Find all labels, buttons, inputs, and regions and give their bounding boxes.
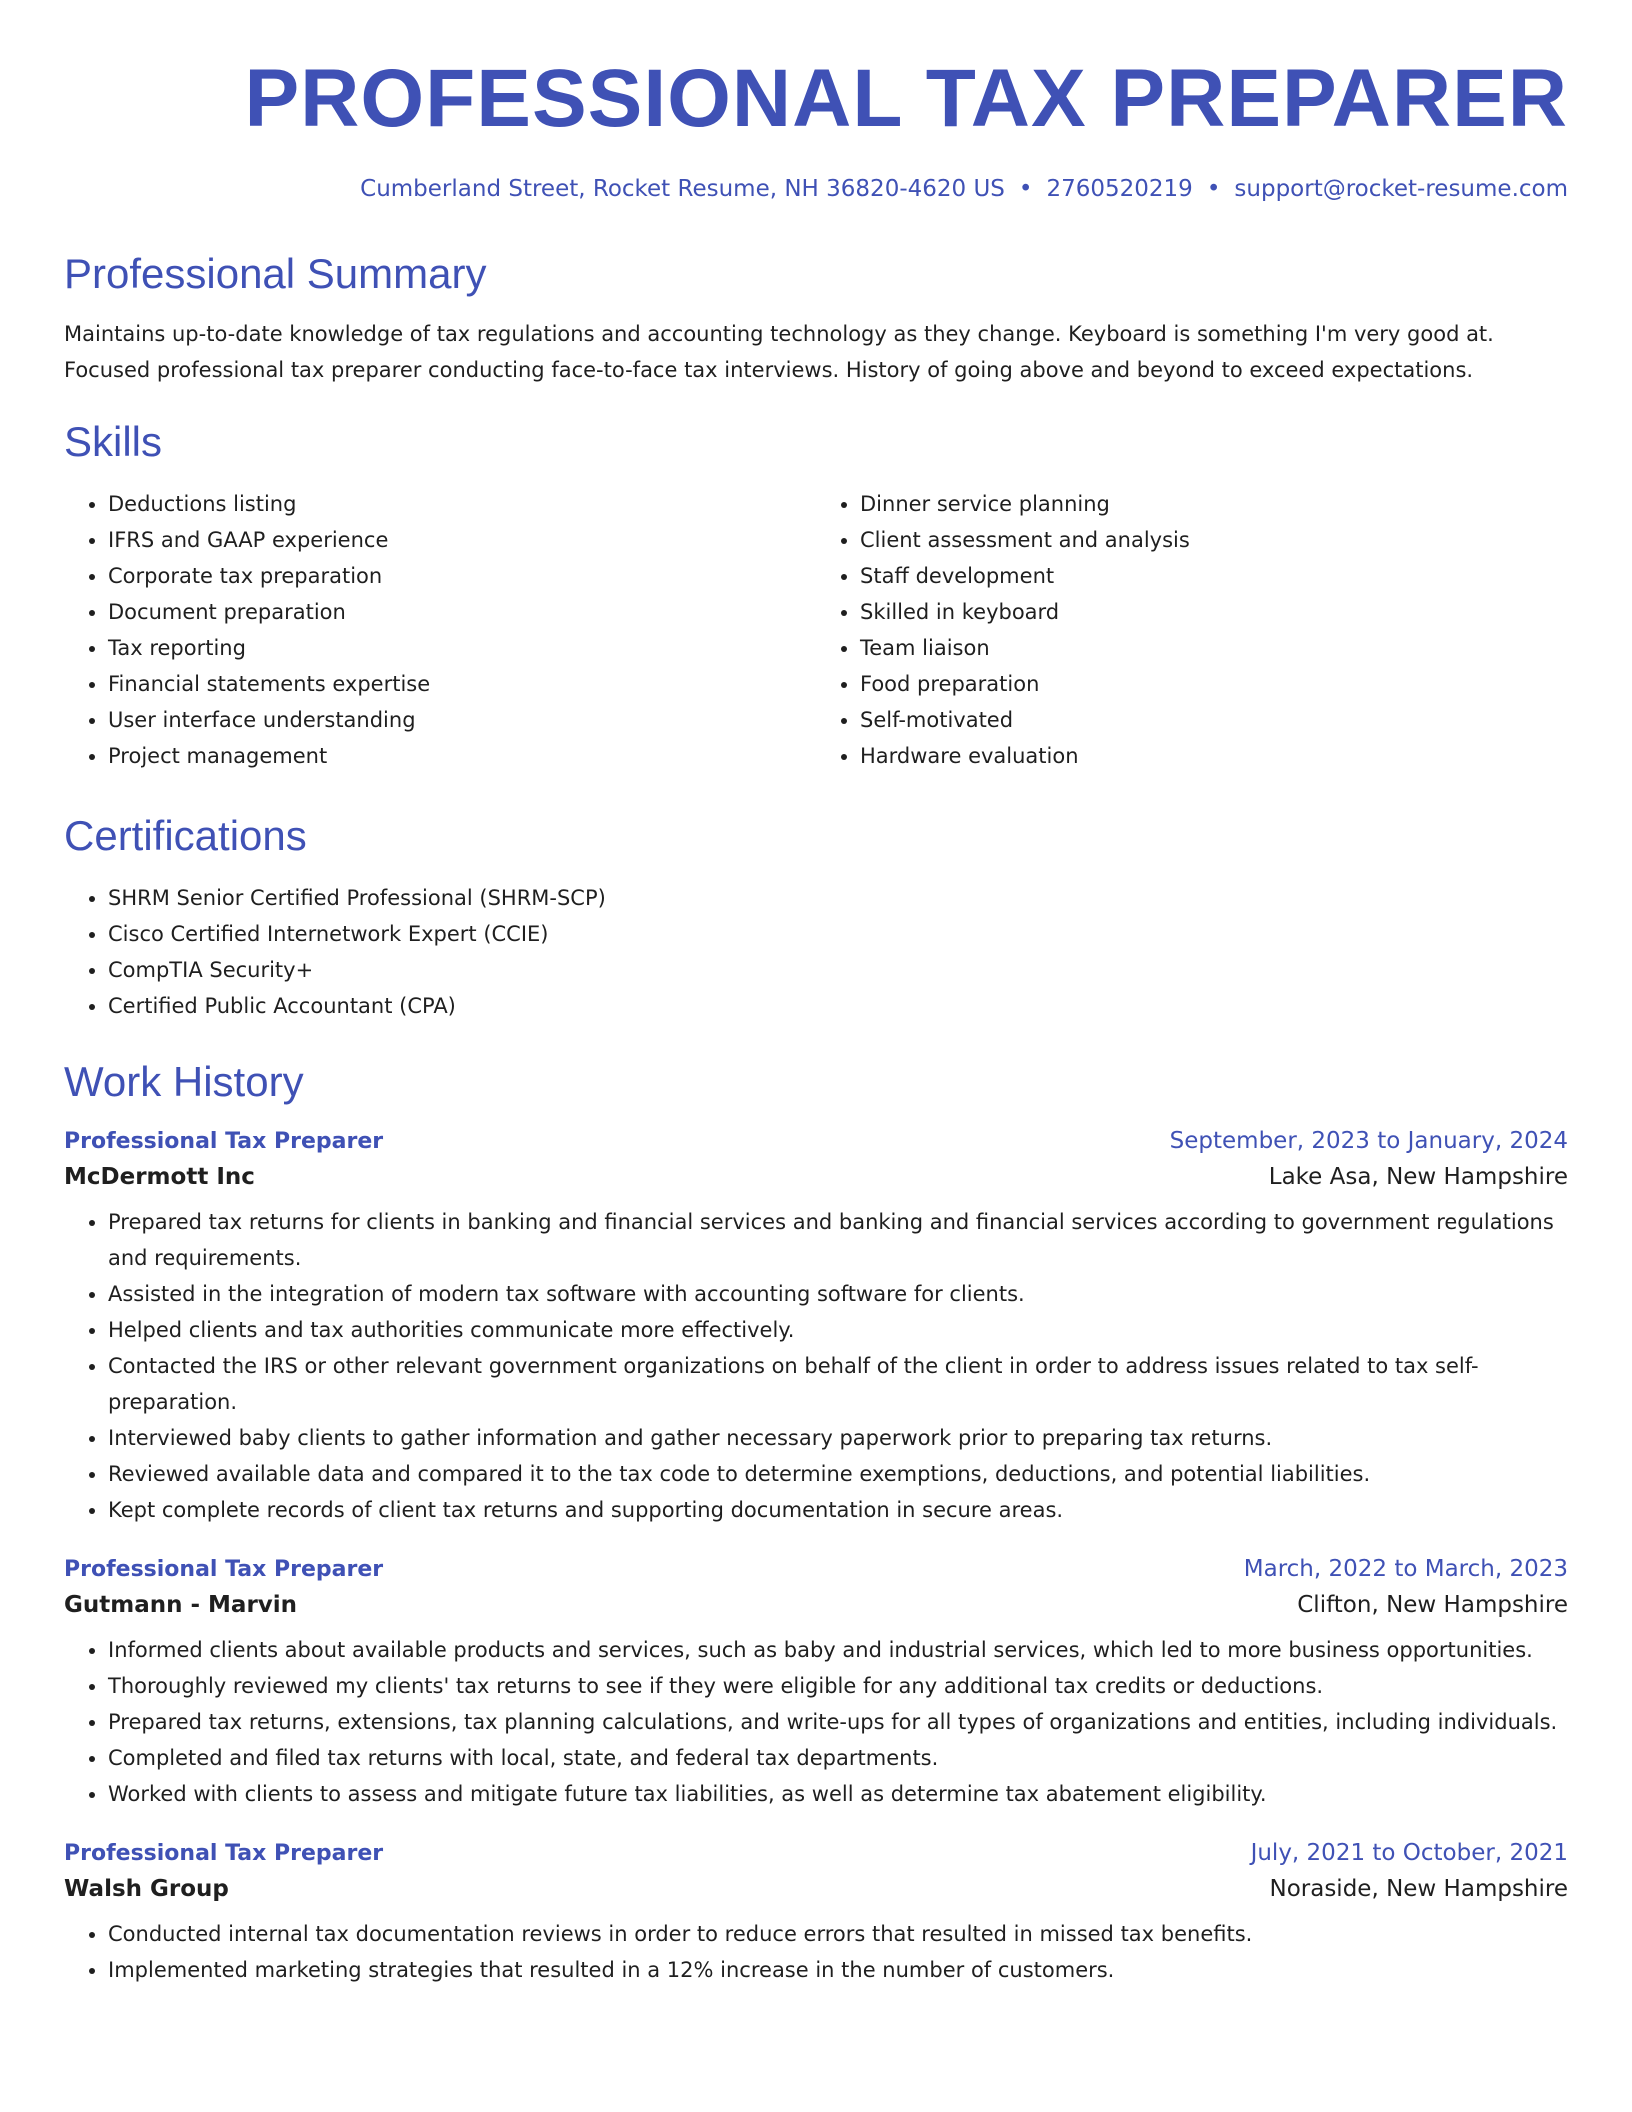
summary-text: Maintains up-to-date knowledge of tax regulations and accounting technology as they change. Keyboard is something I'm very good at. Focused professional tax preparer conducting face-to-face tax interviews. History of going above and beyond to exceed expectations. [64, 322, 1494, 382]
job-bullet: • Thoroughly reviewed my clients' tax returns to see if they were eligible for any additional tax credits or deductions. [108, 1668, 1568, 1704]
job-bullet: • Completed and filed tax returns with local, state, and federal tax departments. [108, 1740, 1568, 1776]
contact-line [64, 176, 1568, 202]
job-bullet: • Interviewed baby clients to gather information and gather necessary paperwork prior to preparing tax returns. [108, 1420, 1568, 1456]
job-location: Lake Asa, New Hampshire [1268, 1164, 1568, 1190]
job-bullet: • Informed clients about available products and services, such as baby and industrial services, which led to more business opportunities. [108, 1632, 1568, 1668]
skill-item: • Self-motivated [860, 702, 1568, 738]
contact-separator: • [1206, 176, 1221, 202]
job-dates: September, 2023 to January, 2024 [1169, 1128, 1568, 1154]
job-bullet: • Assisted in the integration of modern tax software with accounting software for clients. [108, 1276, 1568, 1312]
job-company: McDermott Inc [64, 1164, 255, 1190]
skill-item: • Hardware evaluation [860, 738, 1568, 774]
job-entry [64, 1556, 1568, 1812]
job-company: Gutmann - Marvin [64, 1592, 298, 1618]
skill-item: • Client assessment and analysis [860, 522, 1568, 558]
job-title: Professional Tax Preparer [64, 1129, 384, 1154]
contact-separator: • [1018, 176, 1033, 202]
job-location: Clifton, New Hampshire [1297, 1592, 1568, 1618]
skill-item: • Financial statements expertise [108, 666, 816, 702]
skill-item: • Project management [108, 738, 816, 774]
skills-list-left [64, 486, 816, 774]
skills-columns [64, 486, 1568, 774]
skill-item: • Skilled in keyboard [860, 594, 1568, 630]
skill-item: • Dinner service planning [860, 486, 1568, 522]
skill-item: • Tax reporting [108, 630, 816, 666]
skill-item: • Team liaison [860, 630, 1568, 666]
job-dates: July, 2021 to October, 2021 [1250, 1840, 1568, 1866]
job-bullet: • Prepared tax returns for clients in banking and financial services and banking and financial services according to government regulations and requirements. [108, 1204, 1568, 1276]
job-bullet: • Implemented marketing strategies that resulted in a 12% increase in the number of customers. [108, 1952, 1568, 1988]
certifications-heading: Certifications [64, 812, 307, 859]
work-history-heading: Work History [64, 1058, 304, 1105]
job-company: Walsh Group [64, 1876, 229, 1902]
job-bullet: • Helped clients and tax authorities communicate more effectively. [108, 1312, 1568, 1348]
job-bullets [64, 1632, 1568, 1812]
certification-item: • Cisco Certified Internetwork Expert (CCIE) [108, 916, 1568, 952]
summary-heading: Professional Summary [64, 250, 487, 297]
job-bullets [64, 1204, 1568, 1528]
job-bullet: • Reviewed available data and compared it to the tax code to determine exemptions, deductions, and potential liabilities. [108, 1456, 1568, 1492]
skill-item: • IFRS and GAAP experience [108, 522, 816, 558]
skill-item: • Document preparation [108, 594, 816, 630]
job-bullet: • Worked with clients to assess and mitigate future tax liabilities, as well as determine tax abatement eligibility. [108, 1776, 1568, 1812]
certifications-list [64, 880, 1568, 1024]
certification-item: • Certified Public Accountant (CPA) [108, 988, 1568, 1024]
skill-item: • Deductions listing [108, 486, 816, 522]
resume-name-heading: PROFESSIONAL TAX PREPARER [244, 53, 1568, 144]
job-title: Professional Tax Preparer [64, 1841, 384, 1866]
skill-item: • Food preparation [860, 666, 1568, 702]
certification-item: • SHRM Senior Certified Professional (SHRM-SCP) [108, 880, 1568, 916]
job-entry [64, 1128, 1568, 1528]
job-dates: March, 2022 to March, 2023 [1243, 1556, 1568, 1582]
skills-list-right [816, 486, 1568, 774]
contact-address: Cumberland Street, Rocket Resume, NH 36820-4620 US [360, 176, 1005, 202]
contact-phone: 2760520219 [1046, 176, 1193, 202]
skill-item: • User interface understanding [108, 702, 816, 738]
job-entry [64, 1840, 1568, 1988]
skill-item: • Corporate tax preparation [108, 558, 816, 594]
skills-heading: Skills [64, 418, 163, 465]
job-bullet: • Prepared tax returns, extensions, tax planning calculations, and write-ups for all types of organizations and entities, including individuals. [108, 1704, 1568, 1740]
job-title: Professional Tax Preparer [64, 1557, 384, 1582]
job-bullet: • Contacted the IRS or other relevant government organizations on behalf of the client in order to address issues related to tax self-preparation. [108, 1348, 1568, 1420]
job-bullet: • Conducted internal tax documentation reviews in order to reduce errors that resulted in missed tax benefits. [108, 1916, 1568, 1952]
contact-email[interactable]: support@rocket-resume.com [1234, 176, 1568, 202]
job-location: Noraside, New Hampshire [1269, 1876, 1568, 1902]
job-bullets [64, 1916, 1568, 1988]
certification-item: • CompTIA Security+ [108, 952, 1568, 988]
job-bullet: • Kept complete records of client tax returns and supporting documentation in secure areas. [108, 1492, 1568, 1528]
skill-item: • Staff development [860, 558, 1568, 594]
